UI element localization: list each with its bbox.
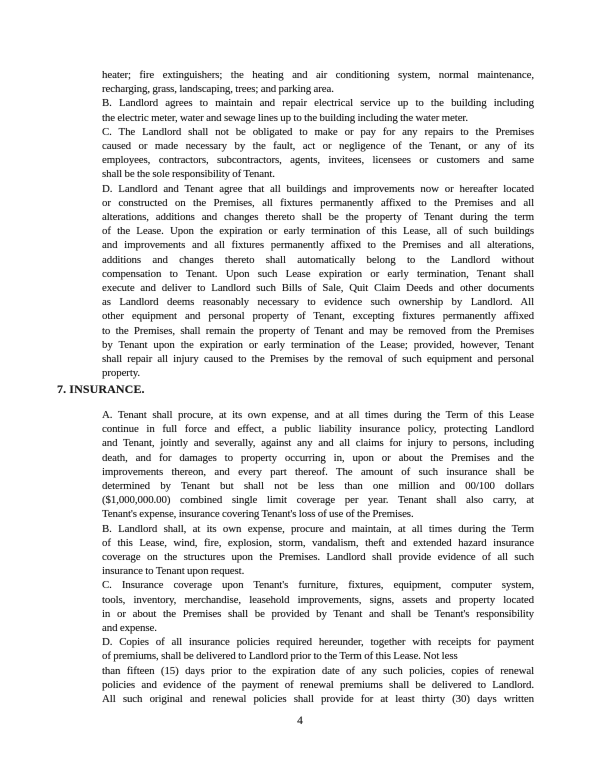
text-line: other equipment and personal property of Tenant, excepting fixtures permanently affixed bbox=[102, 310, 534, 323]
text-line: determined by Tenant but shall not be less than one million and 00/100 dollars bbox=[102, 480, 534, 493]
text-line: employees, contractors, subcontractors, agents, invitees, licensees or customers and same bbox=[102, 154, 534, 167]
text-line: Tenant's expense, insurance covering Tenant's loss of use of the Premises. bbox=[102, 508, 414, 521]
text-line: in or about the Premises shall be provided by Tenant and shall be Tenant's responsibility bbox=[102, 607, 534, 620]
text-line: B. Landlord agrees to maintain and repair electrical service up to the building including bbox=[102, 97, 534, 110]
text-line: and improvements and all fixtures permanently affixed to the Premises and all alterations, bbox=[102, 239, 534, 252]
text-line: recharging, grass, landscaping, trees; and parking area. bbox=[102, 83, 334, 96]
text-line: compensation to Tenant. Upon such Lease expiration or early termination, Tenant shall bbox=[102, 267, 534, 280]
text-line: insurance to Tenant upon request. bbox=[102, 565, 245, 578]
text-line: of the Lease. Upon the expiration or early termination of this Lease, all of such buildings bbox=[102, 225, 534, 238]
text-line: than fifteen (15) days prior to the expiration date of any such policies, copies of renewal bbox=[102, 664, 534, 677]
text-line: shall repair all injury caused to the Premises by the removal of such equipment and personal bbox=[102, 353, 534, 366]
text-line: caused or made necessary by the fault, act or negligence of the Tenant, or any of its bbox=[102, 140, 534, 153]
text-line: improvements thereon, and every part thereof. The amount of such insurance shall be bbox=[102, 465, 534, 478]
text-line: All such original and renewal policies shall provide for at least thirty (30) days written bbox=[102, 693, 534, 706]
text-line: by Tenant upon the expiration or early termination of the Lease; provided, however, Tenant bbox=[102, 338, 534, 351]
text-line: ($1,000,000.00) combined single limit coverage per year. Tenant shall also carry, at bbox=[102, 494, 534, 507]
section7-insurance-paragraphs bbox=[102, 408, 534, 706]
section7-heading: 7. INSURANCE. bbox=[57, 382, 145, 396]
text-line: C. Insurance coverage upon Tenant's furniture, fixtures, equipment, computer system, bbox=[102, 579, 534, 592]
text-line: and expense. bbox=[102, 622, 157, 635]
text-line: as Landlord deems reasonably necessary to evidence such ownership by Landlord. All bbox=[102, 296, 534, 309]
text-line: coverage on the structures upon the Premises. Landlord shall provide evidence of all such bbox=[102, 551, 534, 564]
section6-maintenance-paragraphs bbox=[102, 68, 534, 380]
text-line: alterations, additions and changes thereto shall be the property of Tenant during the term bbox=[102, 211, 534, 224]
text-line: of this Lease, wind, fire, explosion, storm, vandalism, theft and extended hazard insurance bbox=[102, 536, 534, 549]
text-line: D. Copies of all insurance policies required hereunder, together with receipts for payment bbox=[102, 636, 534, 649]
text-line: additions and changes thereto shall automatically belong to the Landlord without bbox=[102, 253, 534, 266]
page-number: 4 bbox=[297, 715, 303, 727]
text-line: shall be the sole responsibility of Tenant. bbox=[102, 168, 275, 181]
text-line: B. Landlord shall, at its own expense, procure and maintain, at all times during the Term bbox=[102, 522, 534, 535]
text-line: to the Premises, shall remain the property of Tenant and may be removed from the Premises bbox=[102, 324, 534, 337]
text-line: execute and deliver to Landlord such Bills of Sale, Quit Claim Deeds and other documents bbox=[102, 282, 534, 295]
text-line: property. bbox=[102, 367, 141, 380]
text-line: and Tenant, jointly and severally, against any and all claims for injury to persons, including bbox=[102, 437, 534, 450]
text-line: C. The Landlord shall not be obligated to make or pay for any repairs to the Premises bbox=[102, 125, 534, 138]
text-line: death, and for damages to property occurring in, upon or about the Premises and the bbox=[102, 451, 534, 464]
text-line: D. Landlord and Tenant agree that all buildings and improvements now or hereafter located bbox=[102, 182, 534, 195]
text-line: tools, inventory, merchandise, leasehold improvements, signs, assets and property located bbox=[102, 593, 534, 606]
text-line: of premiums, shall be delivered to Landlord prior to the Term of this Lease. Not less bbox=[102, 650, 458, 663]
text-line: the electric meter, water and sewage lines up to the building including the water meter. bbox=[102, 111, 468, 124]
text-line: continue in full force and effect, a public liability insurance policy, protecting Landlord bbox=[102, 423, 534, 436]
text-line: or constructed on the Premises, all fixtures permanently affixed to the Premises and all bbox=[102, 196, 534, 209]
text-line: A. Tenant shall procure, at its own expense, and at all times during the Term of this Lease bbox=[102, 409, 534, 421]
text-line: heater; fire extinguishers; the heating and air conditioning system, normal maintenance, bbox=[102, 69, 534, 81]
text-line: policies and evidence of the payment of renewal premiums shall be delivered to Landlord. bbox=[102, 678, 534, 691]
